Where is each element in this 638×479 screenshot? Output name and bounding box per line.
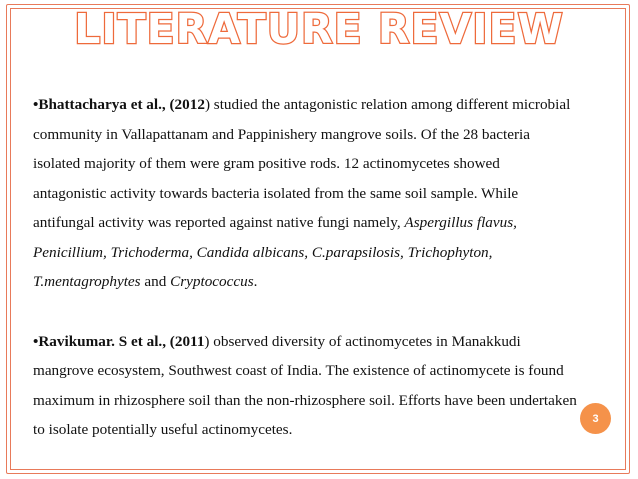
species-name: Aspergillus flavus, xyxy=(404,214,517,231)
slide-title: LITERATURE REVIEW xyxy=(74,5,564,53)
citation-ravikumar: •Ravikumar. S et al., (2011 xyxy=(33,332,205,350)
species-name: T.mentagrophytes xyxy=(33,273,141,290)
species-name: Cryptococcus xyxy=(170,273,254,290)
paragraph-1-line-1: •Bhattacharya et al., (2012) studied the antagonistic relation among different microbial xyxy=(33,96,571,113)
species-list: Penicillium, Trichoderma, Candida albicans, C.parapsilosis, Trichophyton, xyxy=(33,243,493,261)
paragraph-1-line-2: community in Vallapattanam and Pappinishery mangrove soils. Of the 28 bacteria xyxy=(33,125,530,143)
paragraph-2-line-2: mangrove ecosystem, Southwest coast of India. The existence of actinomycete is found xyxy=(33,362,564,379)
paragraph-2-line-3: maximum in rhizosphere soil than the non-rhizosphere soil. Efforts have been undertaken xyxy=(33,391,577,409)
paragraph-gap xyxy=(33,297,608,327)
paragraph-1-line-5: antifungal activity was reported against native fungi namely, Aspergillus flavus, xyxy=(33,214,517,231)
paragraph-1-line-3: isolated majority of them were gram positive rods. 12 actinomycetes showed xyxy=(33,155,500,172)
paragraph-2-line-1: •Ravikumar. S et al., (2011) observed diversity of actinomycetes in Manakkudi xyxy=(33,332,521,350)
paragraph-1-line-6 xyxy=(33,238,608,268)
page-number-badge: 3 xyxy=(580,403,611,434)
slide-body xyxy=(33,90,608,445)
citation-bhattacharya: •Bhattacharya et al., (2012 xyxy=(33,96,205,113)
paragraph-1-line-7: T.mentagrophytes and Cryptococcus. xyxy=(33,273,258,290)
paragraph-1-line-4: antagonistic activity towards bacteria isolated from the same soil sample. While xyxy=(33,184,519,202)
paragraph-2-line-4: to isolate potentially useful actinomycetes. xyxy=(33,421,293,438)
